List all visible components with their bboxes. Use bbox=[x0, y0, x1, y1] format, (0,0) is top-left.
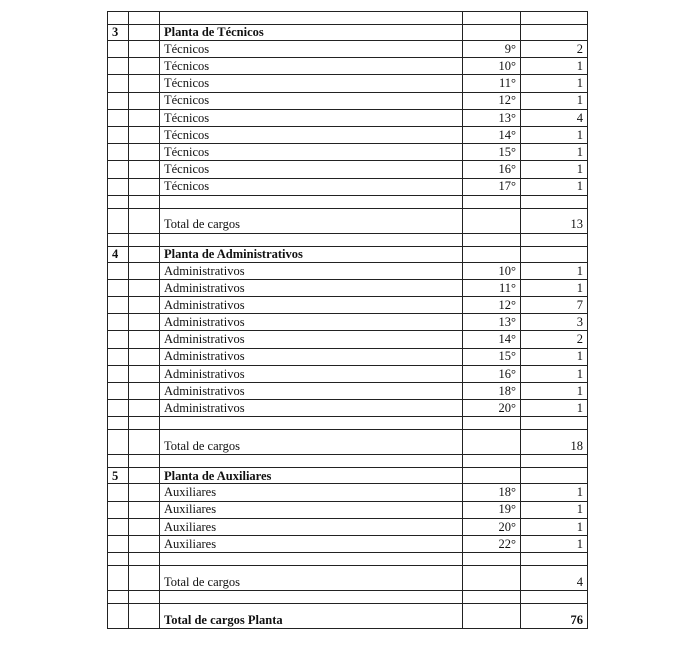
row-grade: 13° bbox=[463, 109, 521, 126]
grand-total-label: Total de cargos Planta bbox=[160, 604, 463, 629]
staff-table bbox=[107, 11, 588, 629]
table-row bbox=[108, 262, 588, 279]
table-row bbox=[108, 41, 588, 58]
table-row bbox=[108, 75, 588, 92]
row-label: Técnicos bbox=[160, 109, 463, 126]
grand-total-row bbox=[108, 604, 588, 629]
blank-row bbox=[108, 553, 588, 566]
table-row bbox=[108, 365, 588, 382]
section-total-row bbox=[108, 430, 588, 455]
row-label: Administrativos bbox=[160, 297, 463, 314]
row-label: Técnicos bbox=[160, 126, 463, 143]
table-row bbox=[108, 58, 588, 75]
section-header-row bbox=[108, 25, 588, 41]
row-label: Técnicos bbox=[160, 92, 463, 109]
section-title: Planta de Técnicos bbox=[160, 25, 463, 41]
row-grade: 10° bbox=[463, 262, 521, 279]
row-label: Administrativos bbox=[160, 262, 463, 279]
row-label: Técnicos bbox=[160, 144, 463, 161]
row-label: Administrativos bbox=[160, 400, 463, 417]
row-label: Administrativos bbox=[160, 314, 463, 331]
total-label: Total de cargos bbox=[160, 430, 463, 455]
table-row bbox=[108, 314, 588, 331]
row-grade: 15° bbox=[463, 144, 521, 161]
row-label: Técnicos bbox=[160, 58, 463, 75]
row-count: 1 bbox=[521, 535, 588, 552]
row-label: Técnicos bbox=[160, 178, 463, 195]
row-count: 1 bbox=[521, 92, 588, 109]
section-number: 5 bbox=[108, 468, 129, 484]
row-label: Administrativos bbox=[160, 331, 463, 348]
row-label: Técnicos bbox=[160, 75, 463, 92]
row-count: 1 bbox=[521, 161, 588, 178]
row-count: 1 bbox=[521, 501, 588, 518]
table-row bbox=[108, 518, 588, 535]
row-count: 2 bbox=[521, 41, 588, 58]
table-row bbox=[108, 331, 588, 348]
row-grade: 14° bbox=[463, 331, 521, 348]
section-header-row bbox=[108, 246, 588, 262]
row-grade: 18° bbox=[463, 383, 521, 400]
row-grade: 20° bbox=[463, 400, 521, 417]
total-value: 18 bbox=[521, 430, 588, 455]
table-row bbox=[108, 109, 588, 126]
row-count: 1 bbox=[521, 178, 588, 195]
table-row bbox=[108, 161, 588, 178]
blank-row bbox=[108, 12, 588, 25]
document-sheet bbox=[107, 11, 587, 629]
blank-row bbox=[108, 195, 588, 208]
row-grade: 18° bbox=[463, 484, 521, 501]
grand-total-value: 76 bbox=[521, 604, 588, 629]
row-grade: 12° bbox=[463, 92, 521, 109]
table-row bbox=[108, 400, 588, 417]
blank-row bbox=[108, 591, 588, 604]
row-label: Auxiliares bbox=[160, 501, 463, 518]
row-count: 2 bbox=[521, 331, 588, 348]
table-row bbox=[108, 484, 588, 501]
row-grade: 14° bbox=[463, 126, 521, 143]
row-grade: 16° bbox=[463, 161, 521, 178]
total-label: Total de cargos bbox=[160, 566, 463, 591]
row-count: 1 bbox=[521, 75, 588, 92]
row-grade: 13° bbox=[463, 314, 521, 331]
table-row bbox=[108, 92, 588, 109]
table-row bbox=[108, 126, 588, 143]
row-count: 1 bbox=[521, 262, 588, 279]
row-grade: 20° bbox=[463, 518, 521, 535]
row-count: 1 bbox=[521, 58, 588, 75]
blank-row bbox=[108, 233, 588, 246]
total-label: Total de cargos bbox=[160, 208, 463, 233]
row-label: Administrativos bbox=[160, 383, 463, 400]
row-count: 1 bbox=[521, 348, 588, 365]
section-number: 4 bbox=[108, 246, 129, 262]
row-grade: 22° bbox=[463, 535, 521, 552]
row-count: 7 bbox=[521, 297, 588, 314]
row-count: 1 bbox=[521, 518, 588, 535]
row-grade: 19° bbox=[463, 501, 521, 518]
row-label: Técnicos bbox=[160, 41, 463, 58]
table-row bbox=[108, 144, 588, 161]
row-count: 1 bbox=[521, 383, 588, 400]
table-row bbox=[108, 279, 588, 296]
table-row bbox=[108, 535, 588, 552]
total-value: 4 bbox=[521, 566, 588, 591]
row-label: Técnicos bbox=[160, 161, 463, 178]
row-count: 1 bbox=[521, 400, 588, 417]
row-grade: 16° bbox=[463, 365, 521, 382]
row-grade: 10° bbox=[463, 58, 521, 75]
row-count: 1 bbox=[521, 144, 588, 161]
row-grade: 17° bbox=[463, 178, 521, 195]
row-label: Administrativos bbox=[160, 348, 463, 365]
table-row bbox=[108, 383, 588, 400]
row-grade: 11° bbox=[463, 75, 521, 92]
row-grade: 15° bbox=[463, 348, 521, 365]
section-title: Planta de Auxiliares bbox=[160, 468, 463, 484]
row-count: 1 bbox=[521, 126, 588, 143]
table-row bbox=[108, 297, 588, 314]
table-row bbox=[108, 178, 588, 195]
total-value: 13 bbox=[521, 208, 588, 233]
row-grade: 12° bbox=[463, 297, 521, 314]
table-row bbox=[108, 348, 588, 365]
section-title: Planta de Administrativos bbox=[160, 246, 463, 262]
section-header-row bbox=[108, 468, 588, 484]
row-grade: 11° bbox=[463, 279, 521, 296]
section-number: 3 bbox=[108, 25, 129, 41]
row-label: Administrativos bbox=[160, 365, 463, 382]
blank-row bbox=[108, 417, 588, 430]
row-count: 1 bbox=[521, 365, 588, 382]
row-count: 1 bbox=[521, 279, 588, 296]
row-count: 4 bbox=[521, 109, 588, 126]
row-grade: 9° bbox=[463, 41, 521, 58]
row-count: 1 bbox=[521, 484, 588, 501]
section-total-row bbox=[108, 208, 588, 233]
table-row bbox=[108, 501, 588, 518]
row-label: Auxiliares bbox=[160, 535, 463, 552]
blank-row bbox=[108, 455, 588, 468]
row-label: Auxiliares bbox=[160, 518, 463, 535]
row-count: 3 bbox=[521, 314, 588, 331]
row-label: Auxiliares bbox=[160, 484, 463, 501]
row-label: Administrativos bbox=[160, 279, 463, 296]
section-total-row bbox=[108, 566, 588, 591]
